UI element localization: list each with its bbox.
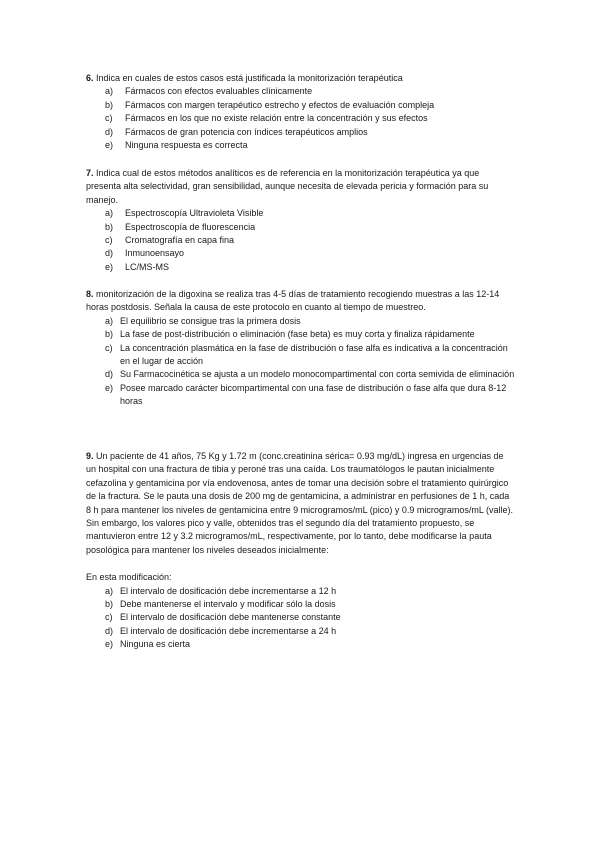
option-a [86, 207, 516, 220]
option-letter: b) [105, 599, 114, 610]
option-letter: e) [105, 261, 114, 272]
question-stem [86, 72, 516, 85]
option-c [86, 112, 516, 125]
option-text: Espectroscopía de fluorescencia [125, 221, 256, 232]
question-lead: En esta modificación: [86, 572, 172, 583]
question-stem [86, 288, 516, 315]
option-letter: d) [105, 369, 114, 380]
option-text: Fármacos con margen terapéutico estrecho y efectos de evaluación compleja [125, 99, 435, 110]
option-text: Ninguna respuesta es correcta [125, 140, 248, 151]
question-8 [86, 288, 516, 409]
option-text: El equilibrio se consigue tras la primera dosis [120, 315, 301, 326]
option-text: La fase de post-distribución o eliminación (fase beta) es muy corta y finaliza rápidamente [120, 329, 475, 340]
options-list [86, 585, 516, 652]
option-letter: d) [105, 625, 114, 636]
question-number: 9. [86, 451, 94, 461]
question-number: 7. [86, 168, 94, 178]
option-a [86, 585, 516, 598]
options-list [86, 207, 516, 274]
question-text: monitorización de la digoxina se realiza tras 4-5 días de tratamiento recogiendo muestras a las 12-14 horas postdosis. Señala la causa de este protocolo en cuanto al tiempo de muestreo. [86, 289, 500, 313]
option-b [86, 99, 516, 112]
option-text: Fármacos de gran potencia con índices terapéuticos amplios [125, 126, 368, 137]
option-b [86, 221, 516, 234]
option-text: Espectroscopía Ultravioleta Visible [125, 208, 264, 219]
option-e [86, 382, 516, 409]
option-letter: c) [105, 113, 113, 124]
option-text: Posee marcado carácter bicompartimental con una fase de distribución o fase alfa que dura 8-12 horas [120, 382, 507, 407]
option-a [86, 315, 516, 328]
option-c [86, 234, 516, 247]
option-letter: b) [105, 99, 114, 110]
option-letter: e) [105, 382, 114, 393]
option-e [86, 638, 516, 651]
question-7 [86, 167, 516, 274]
option-d [86, 126, 516, 139]
option-letter: a) [105, 585, 114, 596]
question-text: Un paciente de 41 años, 75 Kg y 1.72 m (conc.creatinina sérica= 0.93 mg/dL) ingresa en urgencias de un hospital con una fractura de tibia y peroné tras una caída. Los traumatólogos le pautan inicialmente cefazolina y gentamicina por vía endovenosa, antes de tomar una decisión sobre el tratamiento quirúrgico de la fractura. Se le pauta una dosis de 200 mg de gentamicina, a administrar en perfusiones de 1 h, cada 8 h para mantener los niveles de gentamicina entre 9 microgramos/mL (pico) y 0.9 microgramos/mL (valle). Sin embargo, los valores pico y valle, obtenidos tras el segundo día del tratamiento propuesto, se mantuvieron entre 12 y 3.2 microgramos/mL, respectivamente, por lo tanto, debe modificarse la pauta posológica para mantener los niveles deseados inicialmente: [86, 451, 514, 555]
options-list [86, 85, 516, 152]
option-letter: c) [105, 235, 113, 246]
option-text: Debe mantenerse el intervalo y modificar sólo la dosis [120, 599, 336, 610]
option-letter: e) [105, 639, 114, 650]
option-e [86, 261, 516, 274]
option-letter: b) [105, 329, 114, 340]
option-text: El intervalo de dosificación debe incrementarse a 24 h [120, 625, 337, 636]
option-d [86, 247, 516, 260]
option-letter: b) [105, 221, 114, 232]
option-b [86, 328, 516, 341]
option-c [86, 611, 516, 624]
question-stem [86, 167, 516, 207]
option-text: El intervalo de dosificación debe incrementarse a 12 h [120, 585, 337, 596]
question-9 [86, 450, 516, 652]
option-e [86, 139, 516, 152]
option-letter: c) [105, 342, 113, 353]
option-letter: a) [105, 315, 114, 326]
option-d [86, 625, 516, 638]
question-text: Indica en cuales de estos casos está justificada la monitorización terapéutica [96, 73, 403, 83]
option-letter: d) [105, 126, 114, 137]
question-number: 8. [86, 289, 94, 299]
question-number: 6. [86, 73, 94, 83]
option-text: Fármacos con efectos evaluables clínicamente [125, 86, 313, 97]
question-text: Indica cual de estos métodos analíticos es de referencia en la monitorización terapéutica ya que presenta alta selectividad, gran sensibilidad, aunque necesita de elevada pericia y formación para su manejo. [86, 168, 489, 205]
option-c [86, 342, 516, 369]
question-stem [86, 450, 516, 557]
option-letter: d) [105, 248, 114, 259]
option-letter: a) [105, 86, 114, 97]
option-text: Cromatografía en capa fina [125, 235, 235, 246]
option-a [86, 85, 516, 98]
option-letter: a) [105, 208, 114, 219]
options-list [86, 315, 516, 409]
option-letter: e) [105, 140, 114, 151]
option-text: Fármacos en los que no existe relación entre la concentración y sus efectos [125, 113, 428, 124]
option-d [86, 368, 516, 381]
option-text: La concentración plasmática en la fase de distribución o fase alfa es indicativa a la concentración en el lugar de acción [120, 342, 508, 367]
option-b [86, 598, 516, 611]
option-text: LC/MS-MS [125, 261, 170, 272]
option-text: Inmunoensayo [125, 248, 185, 259]
option-text: Ninguna es cierta [120, 639, 191, 650]
option-letter: c) [105, 612, 113, 623]
question-6 [86, 72, 516, 152]
option-text: El intervalo de dosificación debe mantenerse constante [120, 612, 341, 623]
option-text: Su Farmacocinética se ajusta a un modelo monocompartimental con corta semivida de eliminación [120, 369, 515, 380]
